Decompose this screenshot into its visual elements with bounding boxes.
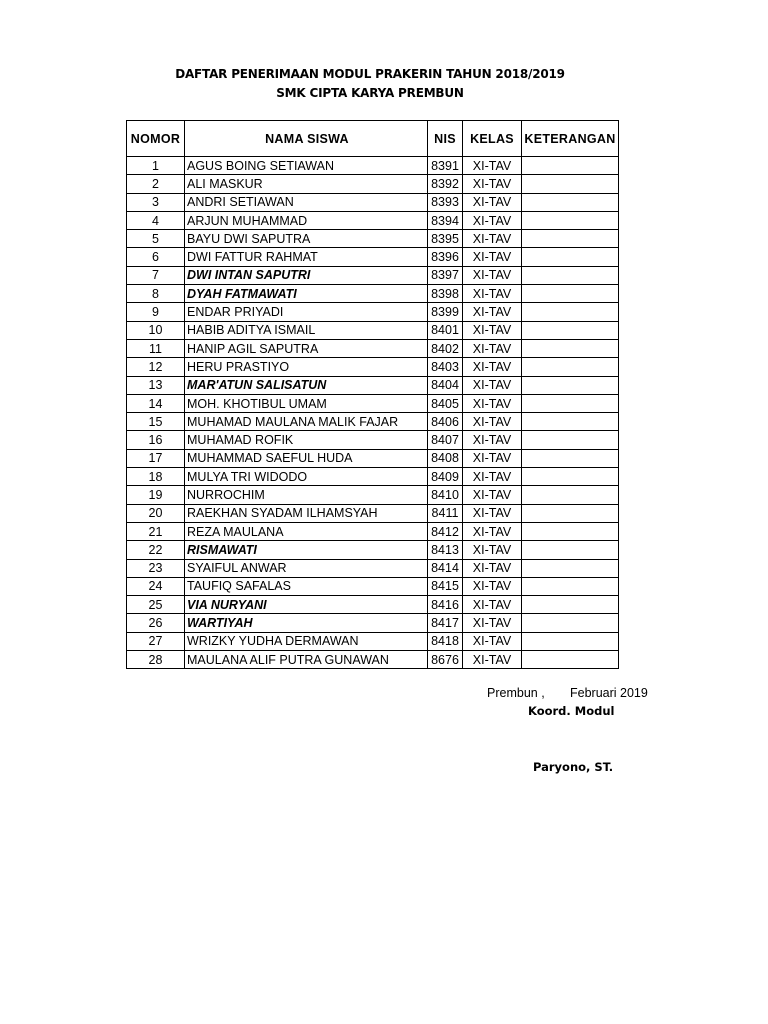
cell-nis: 8403	[428, 358, 463, 376]
table-row	[127, 358, 619, 376]
cell-nis: 8397	[428, 266, 463, 284]
signature-date: Februari 2019	[570, 686, 648, 700]
cell-nis: 8417	[428, 614, 463, 632]
table-row	[127, 303, 619, 321]
cell-kelas: XI-TAV	[463, 486, 522, 504]
table-row	[127, 431, 619, 449]
table-row	[127, 413, 619, 431]
cell-keterangan	[522, 157, 619, 175]
table-row	[127, 394, 619, 412]
table-row	[127, 376, 619, 394]
signature-role: Koord. Modul	[528, 704, 615, 718]
cell-nama-siswa: DWI INTAN SAPUTRI	[185, 266, 428, 284]
cell-kelas: XI-TAV	[463, 394, 522, 412]
table-row	[127, 596, 619, 614]
cell-nomor: 13	[127, 376, 185, 394]
cell-nis: 8407	[428, 431, 463, 449]
cell-nomor: 1	[127, 157, 185, 175]
cell-nis: 8413	[428, 541, 463, 559]
cell-keterangan	[522, 339, 619, 357]
cell-keterangan	[522, 559, 619, 577]
cell-nomor: 2	[127, 175, 185, 193]
cell-kelas: XI-TAV	[463, 211, 522, 229]
cell-kelas: XI-TAV	[463, 632, 522, 650]
cell-keterangan	[522, 358, 619, 376]
cell-nomor: 23	[127, 559, 185, 577]
cell-nama-siswa: ARJUN MUHAMMAD	[185, 211, 428, 229]
table-row	[127, 193, 619, 211]
table-row	[127, 157, 619, 175]
cell-nomor: 6	[127, 248, 185, 266]
cell-nama-siswa: HABIB ADITYA ISMAIL	[185, 321, 428, 339]
cell-nama-siswa: HERU PRASTIYO	[185, 358, 428, 376]
table-row	[127, 321, 619, 339]
document-title: DAFTAR PENERIMAAN MODUL PRAKERIN TAHUN 2018/2019	[175, 67, 565, 81]
cell-nis: 8398	[428, 285, 463, 303]
cell-keterangan	[522, 577, 619, 595]
cell-keterangan	[522, 431, 619, 449]
cell-keterangan	[522, 522, 619, 540]
cell-nama-siswa: WRIZKY YUDHA DERMAWAN	[185, 632, 428, 650]
cell-nomor: 28	[127, 651, 185, 669]
cell-nis: 8393	[428, 193, 463, 211]
cell-keterangan	[522, 303, 619, 321]
cell-nis: 8406	[428, 413, 463, 431]
cell-kelas: XI-TAV	[463, 577, 522, 595]
cell-kelas: XI-TAV	[463, 175, 522, 193]
cell-kelas: XI-TAV	[463, 449, 522, 467]
cell-nama-siswa: WARTIYAH	[185, 614, 428, 632]
column-header-keterangan: KETERANGAN	[522, 121, 619, 157]
cell-kelas: XI-TAV	[463, 248, 522, 266]
cell-nama-siswa: AGUS BOING SETIAWAN	[185, 157, 428, 175]
cell-keterangan	[522, 321, 619, 339]
cell-nama-siswa: BAYU DWI SAPUTRA	[185, 230, 428, 248]
cell-nis: 8408	[428, 449, 463, 467]
cell-nomor: 25	[127, 596, 185, 614]
cell-nomor: 22	[127, 541, 185, 559]
cell-nis: 8405	[428, 394, 463, 412]
cell-nomor: 14	[127, 394, 185, 412]
cell-nomor: 20	[127, 504, 185, 522]
cell-nama-siswa: DWI FATTUR RAHMAT	[185, 248, 428, 266]
table-row	[127, 504, 619, 522]
cell-kelas: XI-TAV	[463, 504, 522, 522]
cell-keterangan	[522, 285, 619, 303]
cell-keterangan	[522, 211, 619, 229]
cell-nama-siswa: MULYA TRI WIDODO	[185, 468, 428, 486]
cell-nomor: 3	[127, 193, 185, 211]
cell-nomor: 21	[127, 522, 185, 540]
table-row	[127, 230, 619, 248]
cell-kelas: XI-TAV	[463, 303, 522, 321]
cell-keterangan	[522, 175, 619, 193]
signature-place: Prembun ,	[487, 686, 545, 700]
column-header-nomor: NOMOR	[127, 121, 185, 157]
cell-keterangan	[522, 651, 619, 669]
table-row	[127, 486, 619, 504]
cell-nama-siswa: REZA MAULANA	[185, 522, 428, 540]
cell-kelas: XI-TAV	[463, 541, 522, 559]
cell-nis: 8416	[428, 596, 463, 614]
table-row	[127, 614, 619, 632]
cell-nama-siswa: TAUFIQ SAFALAS	[185, 577, 428, 595]
column-header-nis: NIS	[428, 121, 463, 157]
cell-nis: 8392	[428, 175, 463, 193]
cell-nomor: 10	[127, 321, 185, 339]
cell-nomor: 17	[127, 449, 185, 467]
table-row	[127, 522, 619, 540]
cell-kelas: XI-TAV	[463, 285, 522, 303]
table-row	[127, 211, 619, 229]
cell-nis: 8394	[428, 211, 463, 229]
cell-nama-siswa: ENDAR PRIYADI	[185, 303, 428, 321]
cell-nama-siswa: MUHAMAD ROFIK	[185, 431, 428, 449]
cell-nama-siswa: VIA NURYANI	[185, 596, 428, 614]
table-row	[127, 559, 619, 577]
cell-keterangan	[522, 230, 619, 248]
cell-nis: 8412	[428, 522, 463, 540]
cell-nis: 8410	[428, 486, 463, 504]
cell-keterangan	[522, 266, 619, 284]
cell-nomor: 19	[127, 486, 185, 504]
table-row	[127, 468, 619, 486]
cell-kelas: XI-TAV	[463, 596, 522, 614]
table-row	[127, 339, 619, 357]
cell-nomor: 11	[127, 339, 185, 357]
school-name: SMK CIPTA KARYA PREMBUN	[276, 86, 464, 100]
cell-keterangan	[522, 376, 619, 394]
cell-keterangan	[522, 632, 619, 650]
table-header-row	[127, 121, 619, 157]
cell-nama-siswa: MUHAMMAD SAEFUL HUDA	[185, 449, 428, 467]
cell-nis: 8409	[428, 468, 463, 486]
cell-keterangan	[522, 504, 619, 522]
cell-nama-siswa: MOH. KHOTIBUL UMAM	[185, 394, 428, 412]
cell-nis: 8418	[428, 632, 463, 650]
cell-nama-siswa: MAULANA ALIF PUTRA GUNAWAN	[185, 651, 428, 669]
table-row	[127, 285, 619, 303]
cell-kelas: XI-TAV	[463, 157, 522, 175]
cell-keterangan	[522, 394, 619, 412]
cell-kelas: XI-TAV	[463, 193, 522, 211]
table-row	[127, 632, 619, 650]
cell-nis: 8676	[428, 651, 463, 669]
cell-nis: 8391	[428, 157, 463, 175]
cell-kelas: XI-TAV	[463, 614, 522, 632]
cell-nomor: 26	[127, 614, 185, 632]
cell-nis: 8414	[428, 559, 463, 577]
cell-nis: 8396	[428, 248, 463, 266]
cell-keterangan	[522, 248, 619, 266]
table-row	[127, 175, 619, 193]
cell-kelas: XI-TAV	[463, 431, 522, 449]
cell-nama-siswa: RAEKHAN SYADAM ILHAMSYAH	[185, 504, 428, 522]
cell-kelas: XI-TAV	[463, 339, 522, 357]
cell-keterangan	[522, 541, 619, 559]
cell-nama-siswa: NURROCHIM	[185, 486, 428, 504]
cell-nama-siswa: DYAH FATMAWATI	[185, 285, 428, 303]
column-header-nama-siswa: NAMA SISWA	[185, 121, 428, 157]
table-row	[127, 541, 619, 559]
cell-nomor: 27	[127, 632, 185, 650]
cell-nama-siswa: MUHAMAD MAULANA MALIK FAJAR	[185, 413, 428, 431]
cell-nis: 8395	[428, 230, 463, 248]
cell-kelas: XI-TAV	[463, 358, 522, 376]
cell-nis: 8404	[428, 376, 463, 394]
cell-kelas: XI-TAV	[463, 321, 522, 339]
signer-name: Paryono, ST.	[533, 760, 614, 774]
cell-kelas: XI-TAV	[463, 468, 522, 486]
column-header-kelas: KELAS	[463, 121, 522, 157]
student-table	[126, 120, 619, 669]
cell-nama-siswa: MAR'ATUN SALISATUN	[185, 376, 428, 394]
table-row	[127, 266, 619, 284]
cell-kelas: XI-TAV	[463, 266, 522, 284]
cell-keterangan	[522, 468, 619, 486]
cell-kelas: XI-TAV	[463, 230, 522, 248]
cell-kelas: XI-TAV	[463, 413, 522, 431]
cell-nomor: 15	[127, 413, 185, 431]
cell-keterangan	[522, 596, 619, 614]
cell-keterangan	[522, 614, 619, 632]
cell-nama-siswa: SYAIFUL ANWAR	[185, 559, 428, 577]
cell-nama-siswa: ANDRI SETIAWAN	[185, 193, 428, 211]
cell-nomor: 7	[127, 266, 185, 284]
cell-nis: 8415	[428, 577, 463, 595]
table-row	[127, 651, 619, 669]
cell-nis: 8402	[428, 339, 463, 357]
cell-nomor: 4	[127, 211, 185, 229]
cell-nomor: 9	[127, 303, 185, 321]
cell-nomor: 5	[127, 230, 185, 248]
table-row	[127, 577, 619, 595]
table-row	[127, 248, 619, 266]
cell-kelas: XI-TAV	[463, 522, 522, 540]
cell-nama-siswa: ALI MASKUR	[185, 175, 428, 193]
cell-keterangan	[522, 486, 619, 504]
cell-nomor: 12	[127, 358, 185, 376]
cell-keterangan	[522, 449, 619, 467]
cell-nis: 8399	[428, 303, 463, 321]
cell-keterangan	[522, 193, 619, 211]
table-row	[127, 449, 619, 467]
cell-kelas: XI-TAV	[463, 376, 522, 394]
cell-nomor: 18	[127, 468, 185, 486]
cell-nis: 8401	[428, 321, 463, 339]
cell-nama-siswa: HANIP AGIL SAPUTRA	[185, 339, 428, 357]
cell-nomor: 16	[127, 431, 185, 449]
cell-nama-siswa: RISMAWATI	[185, 541, 428, 559]
cell-keterangan	[522, 413, 619, 431]
cell-nomor: 24	[127, 577, 185, 595]
cell-nis: 8411	[428, 504, 463, 522]
cell-kelas: XI-TAV	[463, 651, 522, 669]
cell-nomor: 8	[127, 285, 185, 303]
cell-kelas: XI-TAV	[463, 559, 522, 577]
